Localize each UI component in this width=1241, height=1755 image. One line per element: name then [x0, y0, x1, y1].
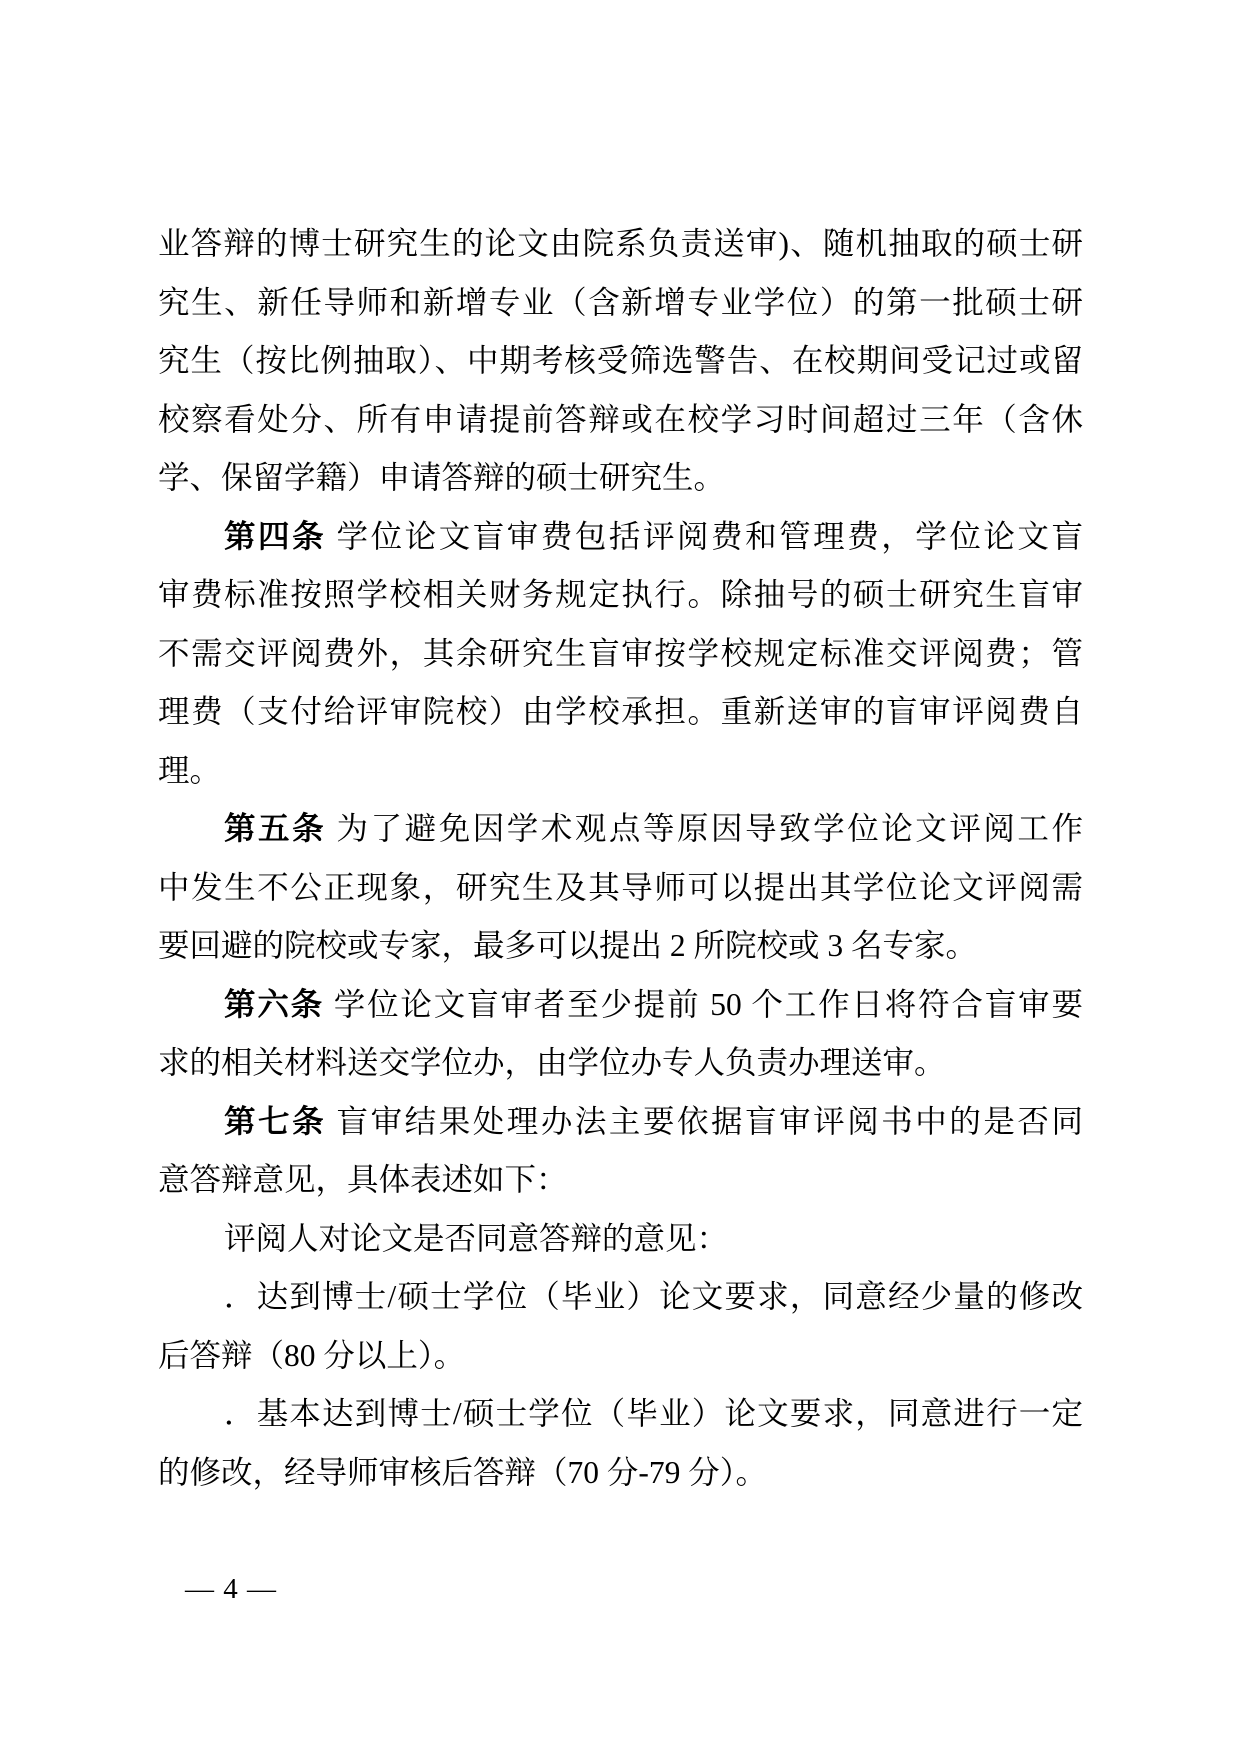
document-body: [158, 215, 1083, 1502]
text-line: [158, 215, 1083, 274]
page-number: [185, 1572, 277, 1606]
article-number-label: 第五条: [224, 811, 327, 846]
text-run: 究生、新任导师和新增专业（含新增专业学位）的第一批硕士研: [158, 284, 1083, 320]
text-line: [158, 332, 1083, 391]
page-number-label: — 4 —: [185, 1573, 277, 1605]
text-run: 的修改，经导师审核后答辩（70 分-79 分）。: [158, 1454, 767, 1490]
article-number-label: 第六条: [224, 986, 325, 1022]
text-line: [158, 274, 1083, 333]
text-run: ．基本达到博士/硕士学位（毕业）论文要求，同意进行一定: [224, 1396, 1083, 1431]
text-run: 业答辩的博士研究生的论文由院系负责送审)、随机抽取的硕士研: [158, 226, 1083, 261]
text-line: [158, 976, 1083, 1035]
paragraph: [158, 1210, 1083, 1269]
text-run: 不需交评阅费外，其余研究生盲审按学校规定标准交评阅费；管: [158, 635, 1083, 671]
text-line: [158, 1385, 1083, 1444]
text-line: [158, 1093, 1083, 1152]
text-run: 要回避的院校或专家，最多可以提出 2 所院校或 3 名专家。: [158, 928, 978, 963]
text-run: 中发生不公正现象，研究生及其导师可以提出其学位论文评阅需: [158, 869, 1083, 905]
text-line: [158, 508, 1083, 567]
text-run: 盲审结果处理办法主要依据盲审评阅书中的是否同: [326, 1103, 1083, 1139]
text-run: 意答辩意见，具体表述如下：: [158, 1162, 568, 1197]
paragraph: [158, 800, 1083, 976]
text-line: [158, 1210, 1083, 1269]
text-line: [158, 742, 1083, 801]
text-line: [158, 625, 1083, 684]
paragraph: [158, 976, 1083, 1093]
text-line: [158, 1268, 1083, 1327]
text-run: 后答辩（80 分以上）。: [158, 1337, 466, 1373]
text-line: [158, 859, 1083, 918]
article-number-label: 第四条: [224, 518, 327, 554]
article-number-label: 第七条: [224, 1103, 327, 1139]
paragraph: [158, 508, 1083, 801]
paragraph: [158, 1093, 1083, 1210]
text-run: 理。: [158, 752, 222, 788]
text-run: 校察看处分、所有申请提前答辩或在校学习时间超过三年（含休: [158, 401, 1083, 437]
text-line: [158, 1151, 1083, 1210]
text-run: 理费（支付给评审院校）由学校承担。重新送审的盲审评阅费自: [158, 694, 1083, 729]
paragraph: [158, 1268, 1083, 1385]
text-line: [158, 1444, 1083, 1503]
text-line: [158, 1034, 1083, 1093]
text-run: 为了避免因学术观点等原因导致学位论文评阅工作: [326, 811, 1083, 846]
text-run: 学位论文盲审费包括评阅费和管理费，学位论文盲: [326, 518, 1083, 554]
text-run: 学位论文盲审者至少提前 50 个工作日将符合盲审要: [324, 986, 1083, 1022]
paragraph: [158, 215, 1083, 508]
text-run: ．达到博士/硕士学位（毕业）论文要求，同意经少量的修改: [224, 1279, 1083, 1314]
text-run: 学、保留学籍）申请答辩的硕士研究生。: [158, 460, 726, 495]
text-run: 评阅人对论文是否同意答辩的意见：: [224, 1220, 729, 1256]
text-line: [158, 449, 1083, 508]
text-run: 究生（按比例抽取）、中期考核受筛选警告、在校期间受记过或留: [158, 343, 1083, 378]
text-line: [158, 917, 1083, 976]
text-line: [158, 683, 1083, 742]
paragraph: [158, 1385, 1083, 1502]
text-line: [158, 1327, 1083, 1386]
text-run: 求的相关材料送交学位办，由学位办专人负责办理送审。: [158, 1045, 946, 1080]
text-run: 审费标准按照学校相关财务规定执行。除抽号的硕士研究生盲审: [158, 577, 1083, 612]
text-line: [158, 391, 1083, 450]
text-line: [158, 800, 1083, 859]
text-line: [158, 566, 1083, 625]
